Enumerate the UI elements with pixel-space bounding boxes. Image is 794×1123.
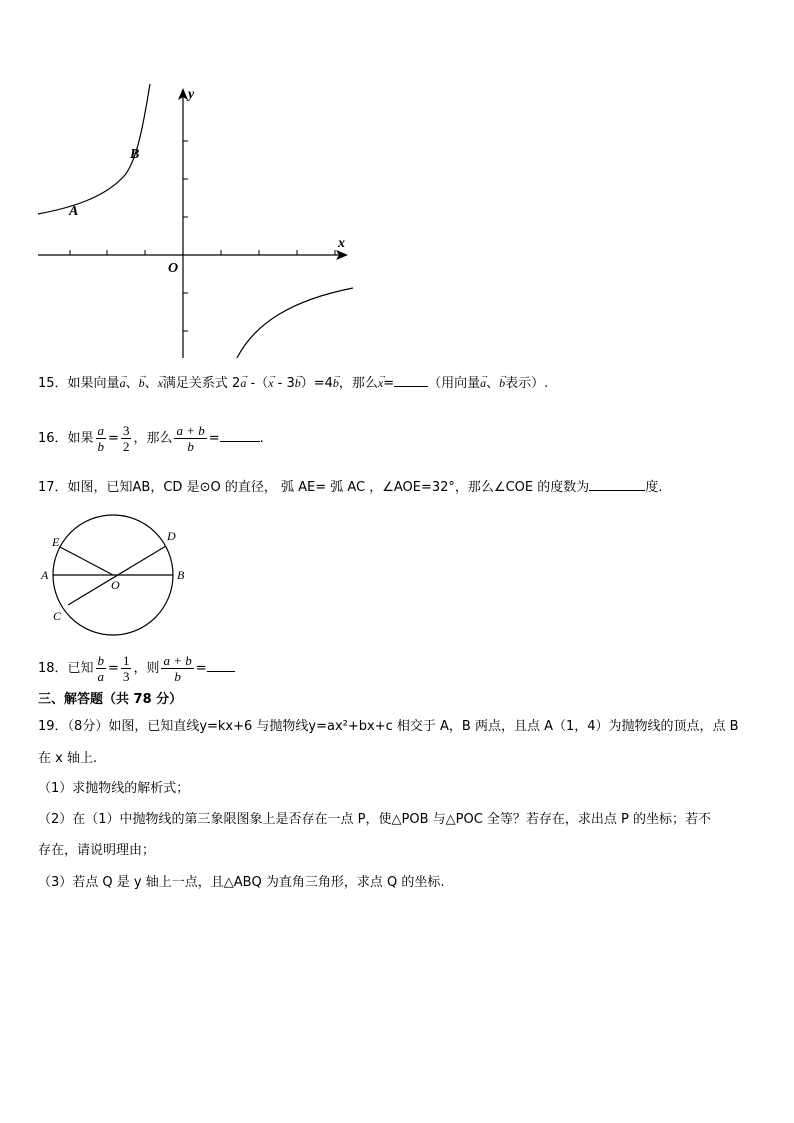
vector-b: → b <box>499 370 509 390</box>
hyperbola-graph <box>30 80 360 365</box>
vector-a: → a <box>240 370 250 390</box>
fraction-b-over-a: $\frac{b}{a}$ <box>97 653 105 684</box>
question-19-line-1: 19．（8分）如图，已知直线y=kx+6 与抛物线y=ax²+bx+c 相交于 A，B 两点，且点 A（1，4）为抛物线的顶点，点 B <box>38 719 739 734</box>
fraction-a-over-b: $\frac{a}{b}$ <box>97 423 105 454</box>
vector-b: → b <box>332 370 342 390</box>
y-axis-label: y <box>188 87 195 102</box>
origin-label: O <box>168 261 179 276</box>
question-16: 16．如果 $\frac{a}{b}$ = $\frac{3}{2}$ ，那么 $\frac{a + b}{b}$ = . <box>38 423 264 454</box>
fraction-3-over-2: $\frac{3}{2}$ <box>122 423 130 454</box>
fraction-1-over-3: $\frac{1}{3}$ <box>122 653 130 684</box>
fraction-a-plus-b-over-b: $\frac{a + b}{b}$ <box>176 423 205 454</box>
question-19-part-2a: （2）在（1）中抛物线的第三象限图象上是否存在一点 P，使△POB 与△POC 全等？若存在，求出点 P 的坐标；若不 <box>38 812 712 827</box>
answer-blank-16[interactable] <box>220 429 260 442</box>
vector-b: → b <box>138 370 148 390</box>
question-15: 15．如果向量 → a、 → b、 → x满足关系式 2 → a -（ → x - 3 → b）=4 → b，那么 → x= （用向量 → a、 → b表示）. <box>38 370 549 391</box>
point-b-label: B <box>130 147 140 162</box>
question-19-part-2b: 存在，请说明理由； <box>38 843 156 858</box>
vector-x: → x <box>377 370 387 390</box>
vector-a: → a <box>119 370 129 390</box>
question-17: 17．如图，已知AB，CD 是⊙O 的直径， 弧 AE= 弧 AC ，∠AOE=32°，那么∠COE 的度数为 度. <box>38 480 663 495</box>
vector-a: → a <box>480 370 490 390</box>
fraction-a-plus-b-over-b: $\frac{a + b}{b}$ <box>163 653 192 684</box>
question-19-part-3: （3）若点 Q 是 y 轴上一点，且△ABQ 为直角三角形，求点 Q 的坐标. <box>38 875 445 890</box>
question-18: 18．已知 $\frac{b}{a}$ = $\frac{1}{3}$ ，则 $\frac{a + b}{b}$ = <box>38 652 235 686</box>
vector-x: → x <box>268 370 278 390</box>
answer-blank-15[interactable] <box>394 374 428 387</box>
vector-b: → b <box>294 370 304 390</box>
question-19-line-2: 在 x 轴上. <box>38 751 98 766</box>
answer-blank-18[interactable] <box>207 659 235 672</box>
circle-label-c: C <box>53 609 62 623</box>
circle-figure <box>36 510 196 640</box>
circle-label-e: E <box>52 535 60 549</box>
hyperbola-branch-lower-right <box>237 288 353 358</box>
x-axis-label: x <box>338 236 345 251</box>
circle-label-d: D <box>167 529 176 543</box>
circle-label-o: O <box>111 578 120 592</box>
circle-label-a: A <box>41 568 49 582</box>
question-19-part-1: （1）求抛物线的解析式； <box>38 781 190 796</box>
circle-label-b: B <box>177 568 185 582</box>
point-a-label: A <box>69 204 79 219</box>
vector-x: → x <box>157 370 167 390</box>
section-heading: 三、解答题（共 78 分） <box>38 692 183 707</box>
answer-blank-17[interactable] <box>589 478 645 491</box>
